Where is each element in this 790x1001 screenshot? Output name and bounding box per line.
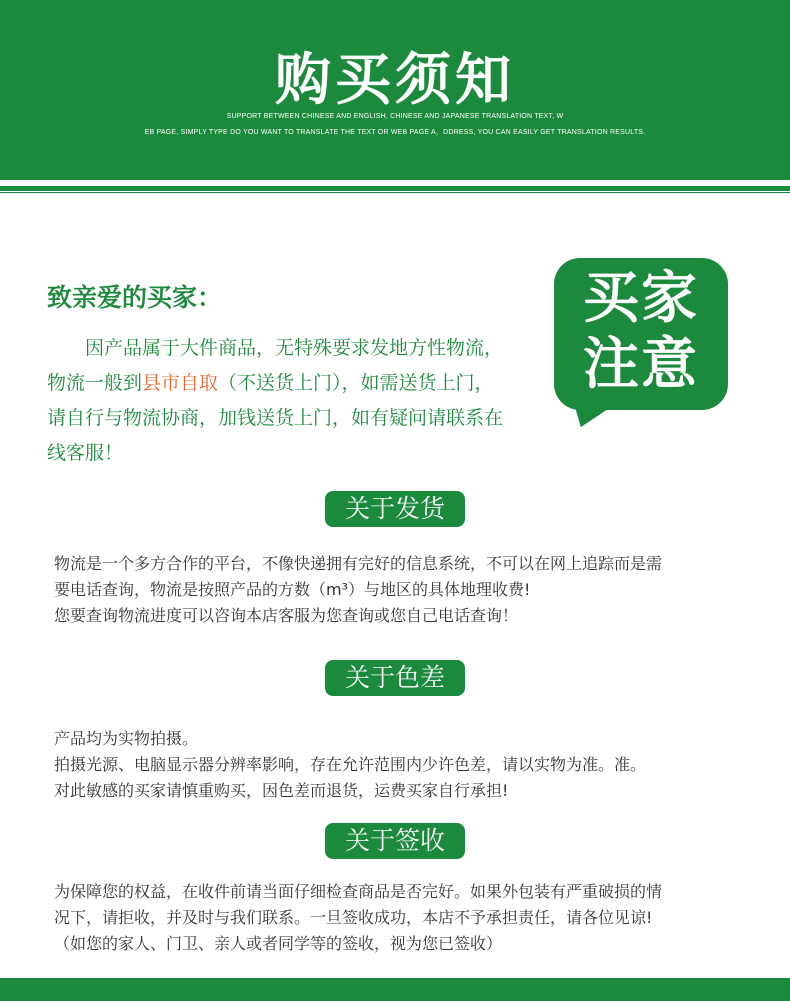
intro-paragraph: [47, 331, 547, 471]
badge-line-1: 买家: [583, 266, 699, 331]
header-subtitle-line2: EB PAGE, SIMPLY TYPE DO YOU WANT TO TRANSLATE THE TEXT OR WEB PAGE A，DDRESS, YOU CAN EASILY GET TRANSLATION RESULTS.: [144, 129, 646, 136]
intro-line-2: [47, 366, 547, 401]
badge-line-2: 注意: [583, 332, 699, 397]
pickup-highlight: 县市自取: [142, 372, 219, 394]
header-subtitle-line1: SUPPORT BETWEEN CHINESE AND ENGLISH, CHINESE AND JAPANESE TRANSLATION TEXT, W: [226, 113, 564, 120]
badge-text: [554, 266, 728, 398]
intro-text: 物流一般到: [47, 372, 143, 394]
intro-line-3: 请自行与物流协商，加钱送货上门，如有疑问请联系在: [47, 407, 504, 429]
footer-bar: [0, 978, 790, 1001]
receipt-line-2: 况下，请拒收，并及时与我们联系。一旦签收成功，本店不予承担责任，请各位见谅!: [54, 908, 653, 927]
shipping-line-2: 要电话查询，物流是按照产品的方数（m³）与地区的具体地理收费!: [54, 580, 531, 599]
receipt-line-3: （如您的家人、门卫、亲人或者同学等的签收，视为您已签收）: [54, 934, 503, 953]
color-paragraph: [54, 726, 754, 804]
shipping-paragraph: [54, 551, 754, 629]
receipt-paragraph: [54, 879, 754, 957]
buyer-notice-badge: [554, 258, 730, 428]
header-divider: [0, 186, 790, 191]
intro-line-1: 因产品属于大件商品，无特殊要求发地方性物流，: [85, 337, 504, 359]
shipping-line-1: 物流是一个多方合作的平台，不像快递拥有完好的信息系统，不可以在网上追踪而是需: [54, 554, 663, 573]
header-banner: [0, 0, 790, 180]
section-title-receipt: 关于签收: [325, 823, 465, 859]
page-title: 购买须知: [275, 48, 515, 113]
section-title-shipping: 关于发货: [325, 491, 465, 527]
intro-text: （不送货上门），如需送货上门，: [218, 372, 494, 394]
color-line-3: 对此敏感的买家请慎重购买，因色差而退货，运费买家自行承担!: [54, 781, 509, 800]
color-line-2: 拍摄光源、电脑显示器分辨率影响，存在允许范围内少许色差，请以实物为准。准。: [54, 755, 647, 774]
section-title-color: 关于色差: [325, 660, 465, 696]
receipt-line-1: 为保障您的权益，在收件前请当面仔细检查商品是否完好。如果外包装有严重破损的情: [54, 882, 663, 901]
header-divider-thin: [0, 192, 790, 193]
color-line-1: 产品均为实物拍摄。: [54, 729, 199, 748]
shipping-line-3: 您要查询物流进度可以咨询本店客服为您查询或您自己电话查询！: [54, 606, 519, 625]
intro-line-4: 线客服！: [47, 442, 124, 464]
greeting-heading: 致亲爱的买家：: [47, 283, 223, 312]
